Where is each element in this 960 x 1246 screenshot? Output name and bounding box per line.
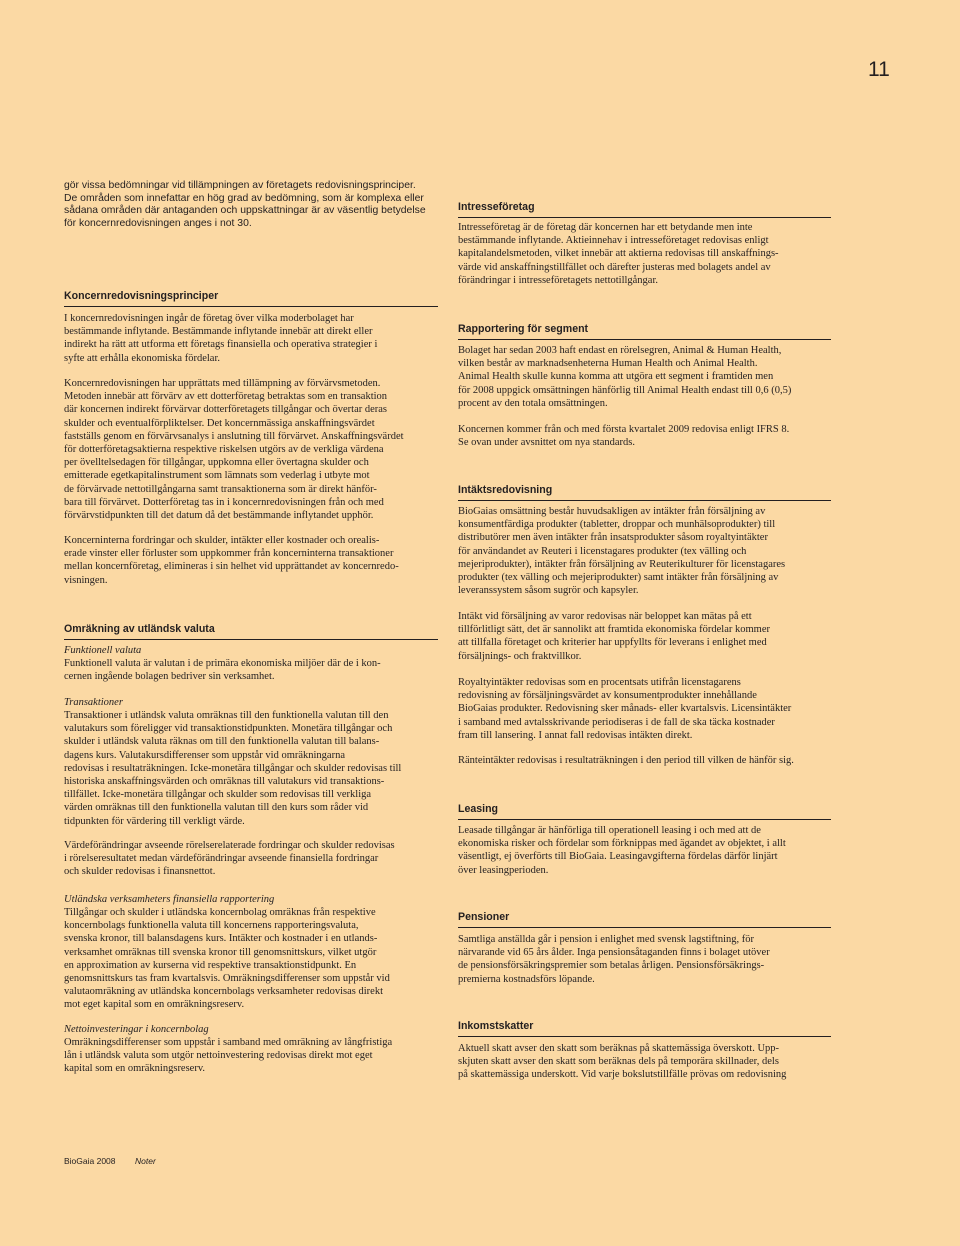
subheading-transaktioner: Transaktioner xyxy=(64,697,123,708)
transaktioner-paragraph-2: Värdeförändringar avseende rörelserelaterade fordringar och skulder redovisas i rörelseresultatet medan värdeförändringar avseende finansiella fordringar och skulder redovisas i finansnettot. xyxy=(64,840,395,878)
leasing-paragraph: Leasade tillgångar är hänförliga till operationell leasing i och med att de ekonomiska risker och fördelar som förknippas med ägandet av objektet, i allt väsentligt, ej överförts till BioGaia. Leasingavgifterna fördelas därför linjärt över leasingperioden. xyxy=(458,825,786,876)
section-heading-leasing: Leasing xyxy=(458,803,831,820)
footer-company-year: BioGaia 2008 xyxy=(64,1156,116,1166)
section-heading-pensioner: Pensioner xyxy=(458,911,831,928)
inkomstskatter-paragraph: Aktuell skatt avser den skatt som beräknas på skattemässiga överskott. Upp- skjuten skatt avser den skatt som beräknas dels på temporära skillnader, dels på skattemässiga underskott. Vid varje bokslutstillfälle prövas om redovisning xyxy=(458,1043,787,1081)
footer-section-name: Noter xyxy=(135,1156,156,1166)
subheading-funktionell-valuta: Funktionell valuta xyxy=(64,645,142,656)
pensioner-paragraph: Samtliga anställda går i pension i enlighet med svensk lagstiftning, för närvarande vid 65 års ålder. Inga pensionsåtaganden finns i bolaget utöver de pensionsförsäkringspremier som betalas årligen. Pensionsförsäkrings- premierna kostnadsförs löpande. xyxy=(458,934,770,985)
subheading-nettoinvesteringar: Nettoinvesteringar i koncernbolag xyxy=(64,1024,209,1035)
intaktsredovisning-paragraph-3: Royaltyintäkter redovisas som en procentsats utifrån licenstagarens redovisning av försäljningsvärdet av konsumentprodukter innehållande BioGaias produkter. Redovisning sker månads- eller kvartalsvis. Licensintäkter i samband med avtalsskrivande periodiseras i de fall de ska täcka kostnader fram till lansering. I annat fall redovisas intäkten direkt. xyxy=(458,677,792,741)
section-heading-inkomstskatter: Inkomstskatter xyxy=(458,1020,831,1037)
section-heading-segment: Rapportering för segment xyxy=(458,323,831,340)
segment-paragraph-2: Koncernen kommer från och med första kvartalet 2009 redovisa enligt IFRS 8. Se ovan under avsnittet om nya standards. xyxy=(458,424,790,449)
subheading-utlandska-verksamheter: Utländska verksamheters finansiella rapportering xyxy=(64,894,275,905)
utlandska-verksamheter-paragraph: Tillgångar och skulder i utländska koncernbolag omräknas från respektive koncernbolags funktionella valuta till koncernens rapporteringsvaluta, svenska kronor, till balansdagens kurs. Intäkter och kostnader i en utlands- verksamhet omräknas till svenska kronor till genomsnittskurs, vilket utgör en approximation av kurserna vid respektive transaktionstidpunkt. En genomsnittskurs tas fram kvartalsvis. Omräkningsdifferenser som uppstår vid valutaomräkning av utländska koncernbolags verksamheter redovisas direkt mot eget kapital som en omräkningsreserv. xyxy=(64,907,390,1011)
nettoinvesteringar-paragraph: Omräkningsdifferenser som uppstår i samband med omräkning av långfristiga lån i utländsk valuta som utgör nettoinvestering redovisas direkt mot eget kapital som en omräkningsreserv. xyxy=(64,1037,393,1075)
segment-paragraph-1: Bolaget har sedan 2003 haft endast en rörelsegren, Animal & Human Health, vilken består av marknadsenheterna Human Health och Animal Health. Animal Health skulle kunna komma att utgöra ett segment i framtiden men för 2008 uppgick omsättningen hänförlig till Animal Health endast till 0,6 (0,5) procent av den totala omsättningen. xyxy=(458,345,792,409)
intaktsredovisning-paragraph-2: Intäkt vid försäljning av varor redovisas när beloppet kan mätas på ett tillförlitligt sätt, det är sannolikt att framtida ekonomiska fördelar kommer att tillfalla företaget och kriterier har uppfyllts för leverans i enlighet med försäljnings- och fraktvillkor. xyxy=(458,611,771,662)
koncern-paragraph-3: Koncerninterna fordringar och skulder, intäkter eller kostnader och orealis- erade vinster eller förluster som uppkommer från koncerninterna transaktioner mellan koncernföretag, elimineras i sin helhet vid upprättandet av koncernredo- visningen. xyxy=(64,535,399,586)
koncern-paragraph-2: Koncernredovisningen har upprättats med tillämpning av förvärvsmetoden. Metoden innebär att förvärv av ett dotterföretag betraktas som en transaktion där koncernen indirekt förvärvar dotterföretagets tillgångar och övertar deras skulder och eventualförpliktelser. Det koncernmässiga anskaffningsvärdet fastställs genom en förvärvsanalys i anslutning till förvärvet. Anskaffningsvärdet för dotterföretagsaktierna respektive riskelsen utgörs av de verkliga värdena per övelltelsedagen för tillgångar, uppkomna eller övertagna skulder och emitterade egetkapitalinstrument som lämnats som vederlag i utbyte mot de förvärvade nettotillgångarna samt transaktionerna som är direkt hänför- bara till förvärvet. Dotterföretag tas in i koncernredovisningen från och med förvärvstidpunkten till det datum då det bestämmande inflytandet upphör. xyxy=(64,378,404,522)
section-heading-intaktsredovisning: Intäktsredovisning xyxy=(458,484,831,501)
section-heading-koncernredovisningsprinciper: Koncernredovisningsprinciper xyxy=(64,290,438,307)
page-number: 11 xyxy=(868,58,890,81)
transaktioner-paragraph-1: Transaktioner i utländsk valuta omräknas till den funktionella valutan till den valutakurs som föreligger vid transaktionstidpunkten. Monetära tillgångar och skulder i utländsk valuta räknas om till den funktionella valutan till balans- dagens kurs. Valutakursdifferenser som uppstår vid omräkningarna redovisas i resultaträkningen. Icke-monetära tillgångar och skulder redovisas till historiska anskaffningsvärden och omräknas till valutakurs vid transaktions- tillfället. Icke-monetära tillgångar och skulder som redovisas till verkliga värden omräknas till den funktionella valutan till den kurs som råder vid tidpunkten för värdering till verkligt värde. xyxy=(64,710,402,827)
intaktsredovisning-paragraph-1: BioGaias omsättning består huvudsakligen av intäkter från försäljning av konsumentfärdiga produkter (tabletter, droppar och munhälsoprodukter) till distributörer men även intäkter från insatsprodukter såsom royaltyintäkter för användandet av Reuteri i licenstagares produkter (tex välling och mejeriprodukter), intäkter från försäljning av Reuterikulturer för licenstagares produkter (tex välling och mejeriprodukter) samt intäkter från försäljning av leveranssystem såsom sugrör och kapsyler. xyxy=(458,506,786,597)
intro-paragraph: gör vissa bedömningar vid tillämpningen av företagets redovisningsprinciper. De områden som innefattar en hög grad av bedömning, som är komplexa eller sådana områden där antaganden och uppskattningar är av väsentlig betydelse för koncernredovisningen anges i not 30. xyxy=(64,180,426,229)
section-heading-valuta: Omräkning av utländsk valuta xyxy=(64,623,438,640)
intresseforetag-paragraph: Intresseföretag är de företag där koncernen har ett betydande men inte bestämmande inflytande. Aktieinnehav i intresseföretaget redovisas enligt kapitalandelsmetoden, vilket innebär att aktierna redovisas till anskaffnings- värde vid anskaffningstillfället och därefter justeras med bolagets andel av förändringar i intresseföretagets nettotillgångar. xyxy=(458,222,779,286)
intaktsredovisning-paragraph-4: Ränteintäkter redovisas i resultaträkningen i den period till vilken de hänför sig. xyxy=(458,755,794,766)
koncern-paragraph-1: I koncernredovisningen ingår de företag över vilka moderbolaget har bestämmande inflytande. Bestämmande inflytande innebär att direkt eller indirekt ha rätt att utforma ett företags finansiella och operativa strategier i syfte att erhålla ekonomiska fördelar. xyxy=(64,313,378,364)
section-heading-intresseforetag: Intresseföretag xyxy=(458,201,831,218)
funktionell-valuta-paragraph: Funktionell valuta är valutan i de primära ekonomiska miljöer där de i kon- cernen ingående bolagen bedriver sin verksamhet. xyxy=(64,658,381,683)
